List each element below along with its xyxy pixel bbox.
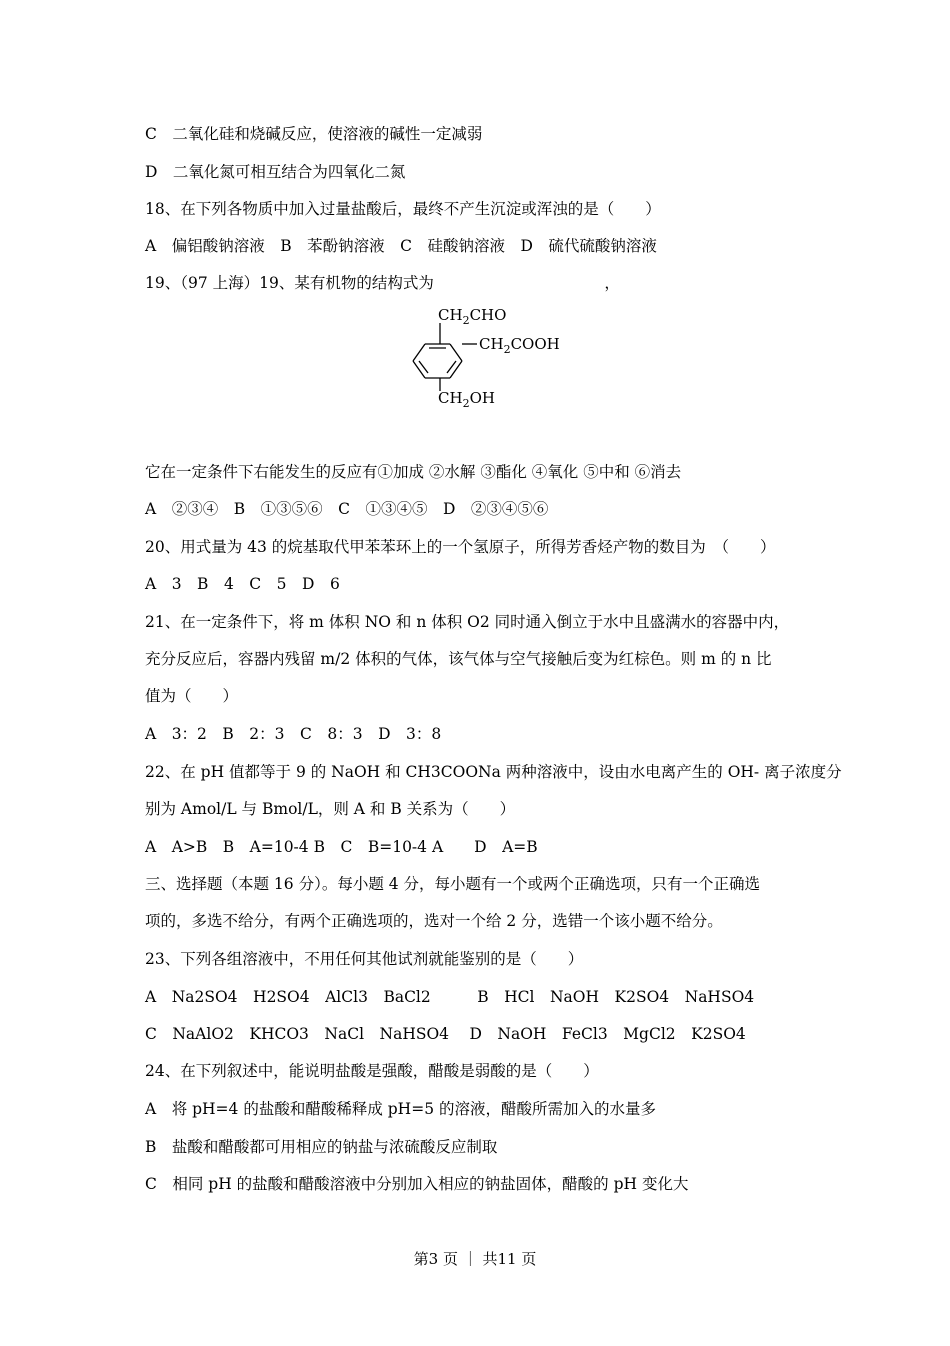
- options-19: A ②③④ B ①③⑤⑥ C ①③④⑤ D ②③④⑤⑥: [145, 500, 549, 518]
- section-heading: 三、选择题（本题 16 分）。每小题 4 分，每小题有一个或两个正确选项，只有一个正确选: [145, 875, 761, 893]
- options-18: A 偏铝酸钠溶液 B 苯酚钠溶液 C 硅酸钠溶液 D 硫代硫酸钠溶液: [145, 237, 657, 255]
- ring-bond: [413, 361, 425, 378]
- options-20: A 3 B 4 C 5 D 6: [145, 575, 340, 593]
- question-21-cont: 充分反应后，容器内残留 m/2 体积的气体，该气体与空气接触后变为红棕色。则 m 的 n 比: [145, 650, 772, 668]
- question-22: 22、在 pH 值都等于 9 的 NaOH 和 CH3COONa 两种溶液中，设由水电离产生的 OH- 离子浓度分: [145, 763, 842, 781]
- text-line: D 二氧化氮可相互结合为四氧化二氮: [145, 163, 406, 181]
- question-18: 18、在下列各物质中加入过量盐酸后，最终不产生沉淀或浑浊的是（ ）: [145, 200, 661, 218]
- group-top: $CH_2CHO$: [438, 306, 507, 327]
- question-21-cont: 值为（ ）: [145, 687, 239, 705]
- ring-bond: [413, 344, 425, 361]
- question-24: 24、在下列叙述中，能说明盐酸是强酸，醋酸是弱酸的是（ ）: [145, 1062, 599, 1080]
- ring-bond: [450, 361, 462, 378]
- group-bottom: $CH_2OH$: [438, 389, 495, 410]
- ring-bond: [450, 344, 462, 361]
- text-line: C 二氧化硅和烧碱反应，使溶液的碱性一定减弱: [145, 125, 483, 143]
- options-22: A A>B B A=10-4 B C B=10-4 A D A=B: [145, 838, 538, 856]
- option-24-a: A 将 pH=4 的盐酸和醋酸稀释成 pH=5 的溶液，醋酸所需加入的水量多: [145, 1100, 656, 1118]
- reaction-list: 它在一定条件下右能发生的反应有①加成 ②水解 ③酯化 ④氧化 ⑤中和 ⑥消去: [145, 463, 682, 481]
- page-footer: 第3 页 ｜ 共11 页: [413, 1250, 537, 1268]
- question-22-cont: 别为 Amol/L 与 Bmol/L，则 A 和 B 关系为（ ）: [145, 800, 516, 818]
- options-23-ab: A Na2SO4 H2SO4 AlCl3 BaCl2 B HCl NaOH K2SO4 NaHSO4: [145, 988, 755, 1006]
- structure-formula: [405, 300, 575, 415]
- question-20: 20、用式量为 43 的烷基取代甲苯苯环上的一个氢原子，所得芳香烃产物的数目为 （ ）: [145, 538, 776, 556]
- group-side: $CH_2COOH$: [479, 335, 560, 356]
- option-24-c: C 相同 pH 的盐酸和醋酸溶液中分别加入相应的钠盐固体，醋酸的 pH 变化大: [145, 1175, 689, 1193]
- options-21: A 3：2 B 2：3 C 8：3 D 3：8: [145, 725, 442, 743]
- section-heading-cont: 项的，多选不给分，有两个正确选项的，选对一个给 2 分，选错一个该小题不给分。: [145, 912, 723, 930]
- options-23-cd: C NaAlO2 KHCO3 NaCl NaHSO4 D NaOH FeCl3 MgCl2 K2SO4: [145, 1025, 746, 1043]
- question-19: 19、（97 上海）19、某有机物的结构式为 ，: [145, 274, 620, 292]
- question-23: 23、下列各组溶液中，不用任何其他试剂就能鉴别的是（ ）: [145, 950, 584, 968]
- question-21: 21、在一定条件下，将 m 体积 NO 和 n 体积 O2 同时通入倒立于水中且盛满水的容器中内，: [145, 613, 790, 631]
- option-24-b: B 盐酸和醋酸都可用相应的钠盐与浓硫酸反应制取: [145, 1138, 498, 1156]
